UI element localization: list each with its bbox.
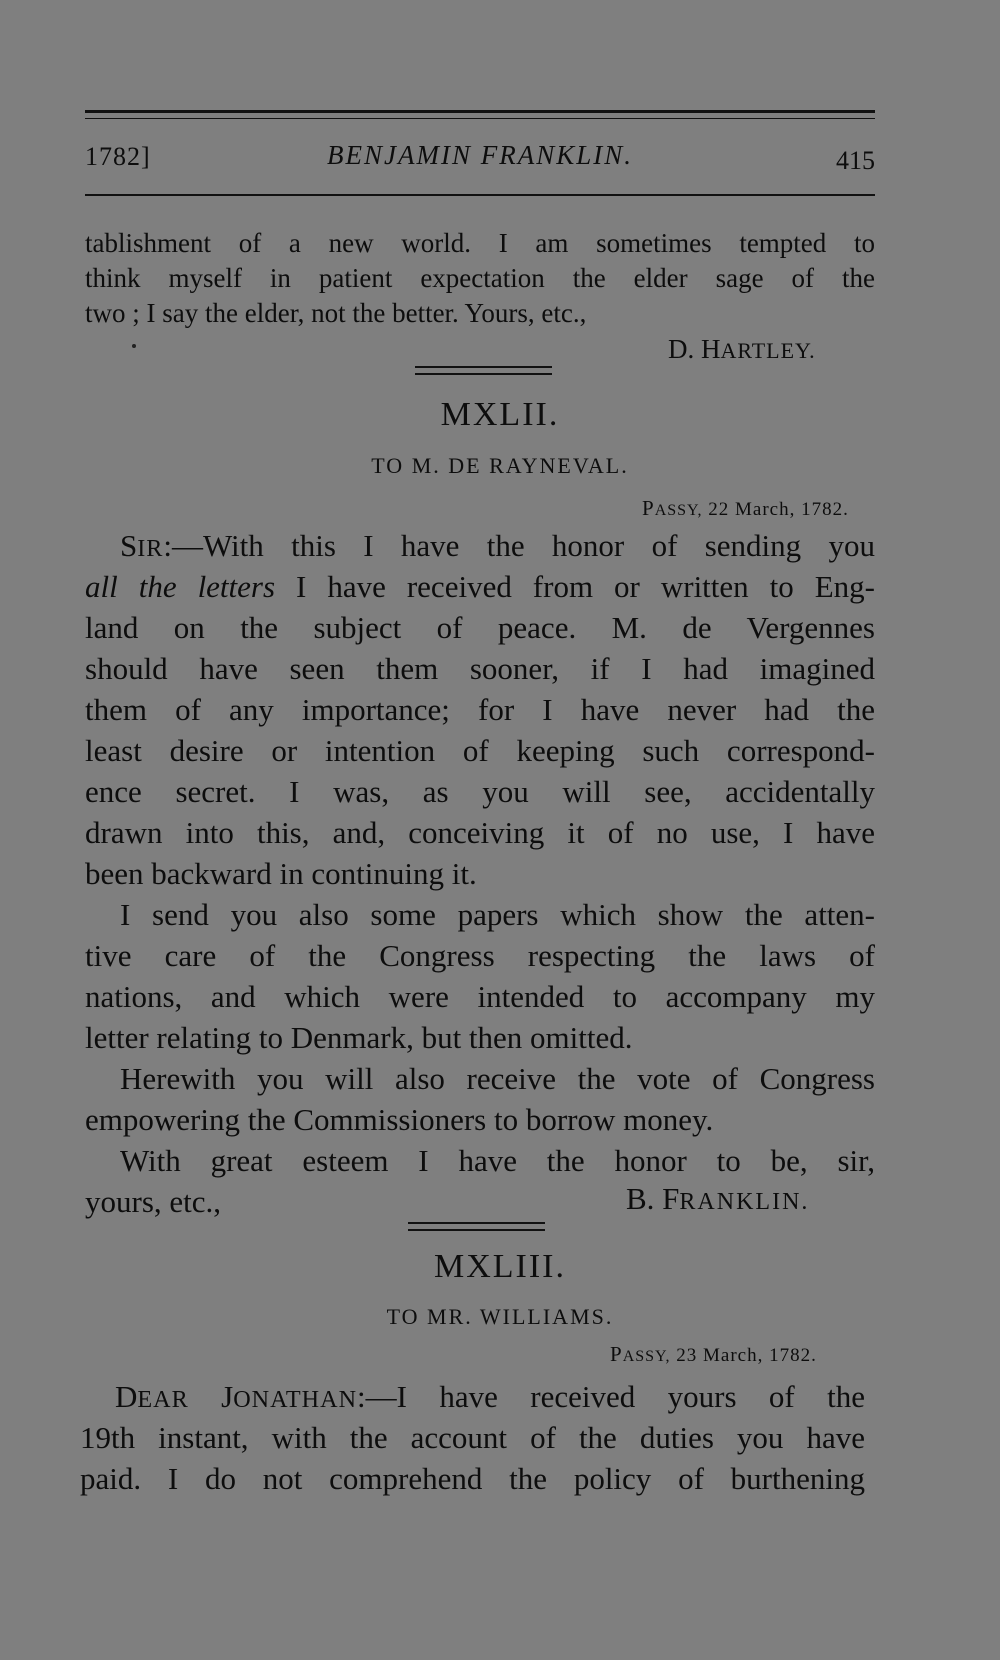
letter-number: MXLIII.	[433, 1248, 567, 1285]
header-rule-top	[85, 110, 875, 113]
letter-body-line: them of any importance; for I have never had the	[85, 692, 875, 727]
letter-body-line: letter relating to Denmark, but then omitted.	[85, 1020, 633, 1055]
hartley-line-3: two ; I say the elder, not the better. Yours, etc.,	[85, 298, 587, 328]
hartley-line-1: tablishment of a new world. I am sometimes tempted to	[85, 228, 875, 258]
letter-body-line: 19th instant, with the account of the duties you have	[80, 1420, 865, 1455]
letter-recipient: TO M. DE RAYNEVAL.	[371, 453, 629, 478]
letter-opening-line: DEAR JONATHAN:—I have received yours of the	[115, 1379, 865, 1414]
letter-opening-line: SIR:—With this I have the honor of sending you	[120, 528, 875, 563]
letter-body-line: empowering the Commissioners to borrow money.	[85, 1102, 714, 1137]
letter-body-line: been backward in continuing it.	[85, 856, 477, 891]
header-year: 1782]	[85, 142, 151, 171]
letter-body-line: should have seen them sooner, if I had imagined	[85, 651, 875, 686]
franklin-signature: B. FRANKLIN.	[626, 1181, 810, 1216]
letter-body-line: Herewith you will also receive the vote of Congress	[120, 1061, 875, 1096]
separator-rule	[408, 1229, 545, 1231]
separator-rule	[408, 1222, 545, 1224]
separator-rule	[415, 373, 552, 375]
letter-number: MXLII.	[440, 396, 560, 433]
page-number: 415	[836, 146, 875, 175]
header-rule-top-thin	[85, 118, 875, 119]
letter-body-line: With great esteem I have the honor to be, sir,	[120, 1143, 875, 1178]
stray-mark	[132, 344, 136, 348]
letter-recipient: TO MR. WILLIAMS.	[386, 1304, 614, 1329]
letter-body-line: paid. I do not comprehend the policy of burthening	[80, 1461, 865, 1496]
separator-rule	[415, 366, 552, 368]
letter-dateline: PASSY, 23 March, 1782.	[610, 1342, 817, 1366]
letter-dateline: PASSY, 22 March, 1782.	[642, 496, 849, 520]
hartley-signature: D. HARTLEY.	[668, 334, 816, 364]
letter-body-line: I send you also some papers which show the atten-	[120, 897, 875, 932]
letter-body-line: least desire or intention of keeping such correspond-	[85, 733, 875, 768]
letter-body-line: nations, and which were intended to accompany my	[85, 979, 875, 1014]
header-rule-bottom	[85, 194, 875, 196]
running-header	[85, 140, 875, 184]
letter-closing: yours, etc.,	[85, 1184, 222, 1219]
hartley-line-2: think myself in patient expectation the elder sage of the	[85, 263, 875, 293]
running-title: BENJAMIN FRANKLIN.	[327, 140, 633, 170]
letter-body-line: ence secret. I was, as you will see, accidentally	[85, 774, 875, 809]
letter-body-line: tive care of the Congress respecting the laws of	[85, 938, 875, 973]
letter-body-line: drawn into this, and, conceiving it of no use, I have	[85, 815, 875, 850]
letter-body-line: all the letters I have received from or written to Eng-	[85, 569, 876, 604]
letter-body-line: land on the subject of peace. M. de Vergennes	[85, 610, 875, 645]
